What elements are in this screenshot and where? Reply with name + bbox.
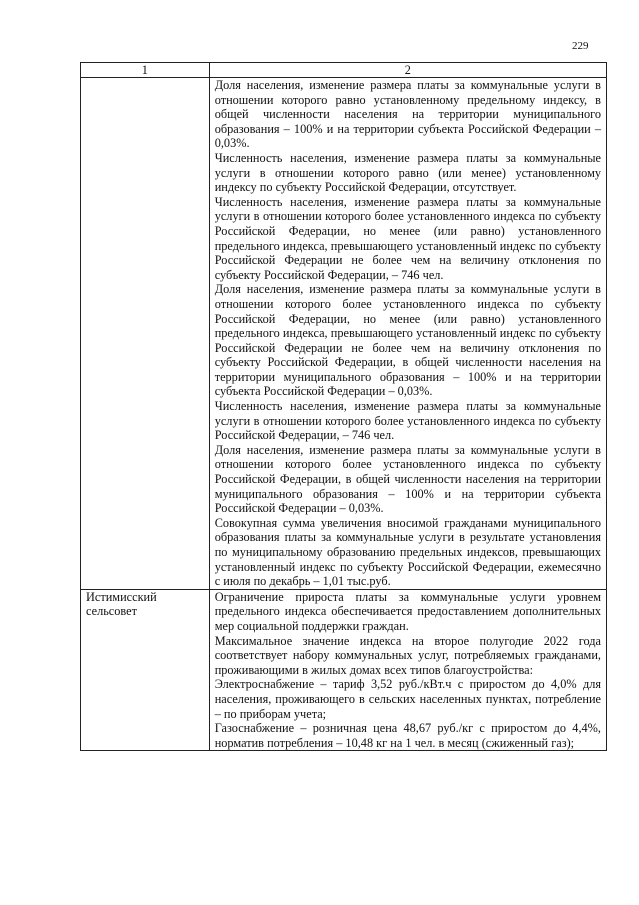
paragraph: Доля населения, изменение размера платы за коммунальные услуги в отношении которого более установленного индекса по субъекту Российской Федерации, в общей численности населения на территории муниципального образования – 100% и на территории субъекта Российской Федерации – 0,03%. (214, 442, 601, 516)
paragraph: Совокупная сумма увеличения вносимой гражданами муниципального образования платы за коммунальные услуги в результате установления по муниципальному образованию предельных индексов, превышающих установленный индекс по субъекту Российской Федерации, ежемесячно с июля по декабрь – 1,01 тыс.руб. (214, 515, 601, 589)
row-label: Истимисский сельсовет (81, 589, 210, 751)
column-header-1: 1 (81, 63, 210, 78)
paragraph: Электроснабжение – тариф 3,52 руб./кВт.ч с приростом до 4,0% для населения, проживающего в сельских населенных пунктах, потребление – по приборам учета; (214, 677, 601, 721)
paragraph: Доля населения, изменение размера платы за коммунальные услуги в отношении которого равно установленному предельному индексу, в общей численности населения на территории муниципального образования – 100% и на территории субъекта Российской Федерации – 0,03%. (214, 78, 601, 151)
row-label (81, 78, 210, 590)
paragraph: Численность населения, изменение размера платы за коммунальные услуги в отношении которого более установленного индекса по субъекту Российской Федерации, – 746 чел. (214, 399, 601, 443)
table-header-row (81, 63, 607, 78)
table-row (81, 589, 607, 751)
paragraph: Ограничение прироста платы за коммунальные услуги уровнем предельного индекса обеспечивается предоставлением дополнительных мер социальной поддержки граждан. (214, 589, 601, 633)
table-row (81, 78, 607, 590)
paragraph: Численность населения, изменение размера платы за коммунальные услуги в отношении которого равно (или менее) установленному индексу по субъекту Российской Федерации, отсутствует. (214, 150, 601, 195)
document-table (80, 62, 607, 751)
page-number: 229 (572, 40, 589, 52)
row-content (209, 589, 606, 751)
paragraph: Доля населения, изменение размера платы за коммунальные услуги в отношении которого более установленного индекса по субъекту Российской Федерации, но менее (или равно) установленного предельного индекса, превышающего установленный индекс по субъекту Российской Федерации не более чем на величину отклонения по субъекту Российской Федерации, в общей численности населения на территории муниципального образования – 100% и на территории субъекта Российской Федерации – 0,03%. (214, 282, 601, 399)
paragraph: Газоснабжение – розничная цена 48,67 руб./кг с приростом до 4,4%, норматив потребления – 10,48 кг на 1 чел. в месяц (сжиженный газ); (214, 721, 601, 750)
paragraph: Численность населения, изменение размера платы за коммунальные услуги в отношении которого более установленного индекса по субъекту Российской Федерации, но менее (или равно) установленного предельного индекса, превышающего установленный индекс по субъекту Российской Федерации не более чем на величину отклонения по субъекту Российской Федерации, – 746 чел. (214, 194, 601, 282)
paragraph: Максимальное значение индекса на второе полугодие 2022 года соответствует набору коммунальных услуг, потребляемых гражданами, проживающими в жилых домах всех типов благоустройства: (214, 633, 601, 677)
column-header-2: 2 (209, 63, 606, 78)
row-content (209, 78, 606, 590)
